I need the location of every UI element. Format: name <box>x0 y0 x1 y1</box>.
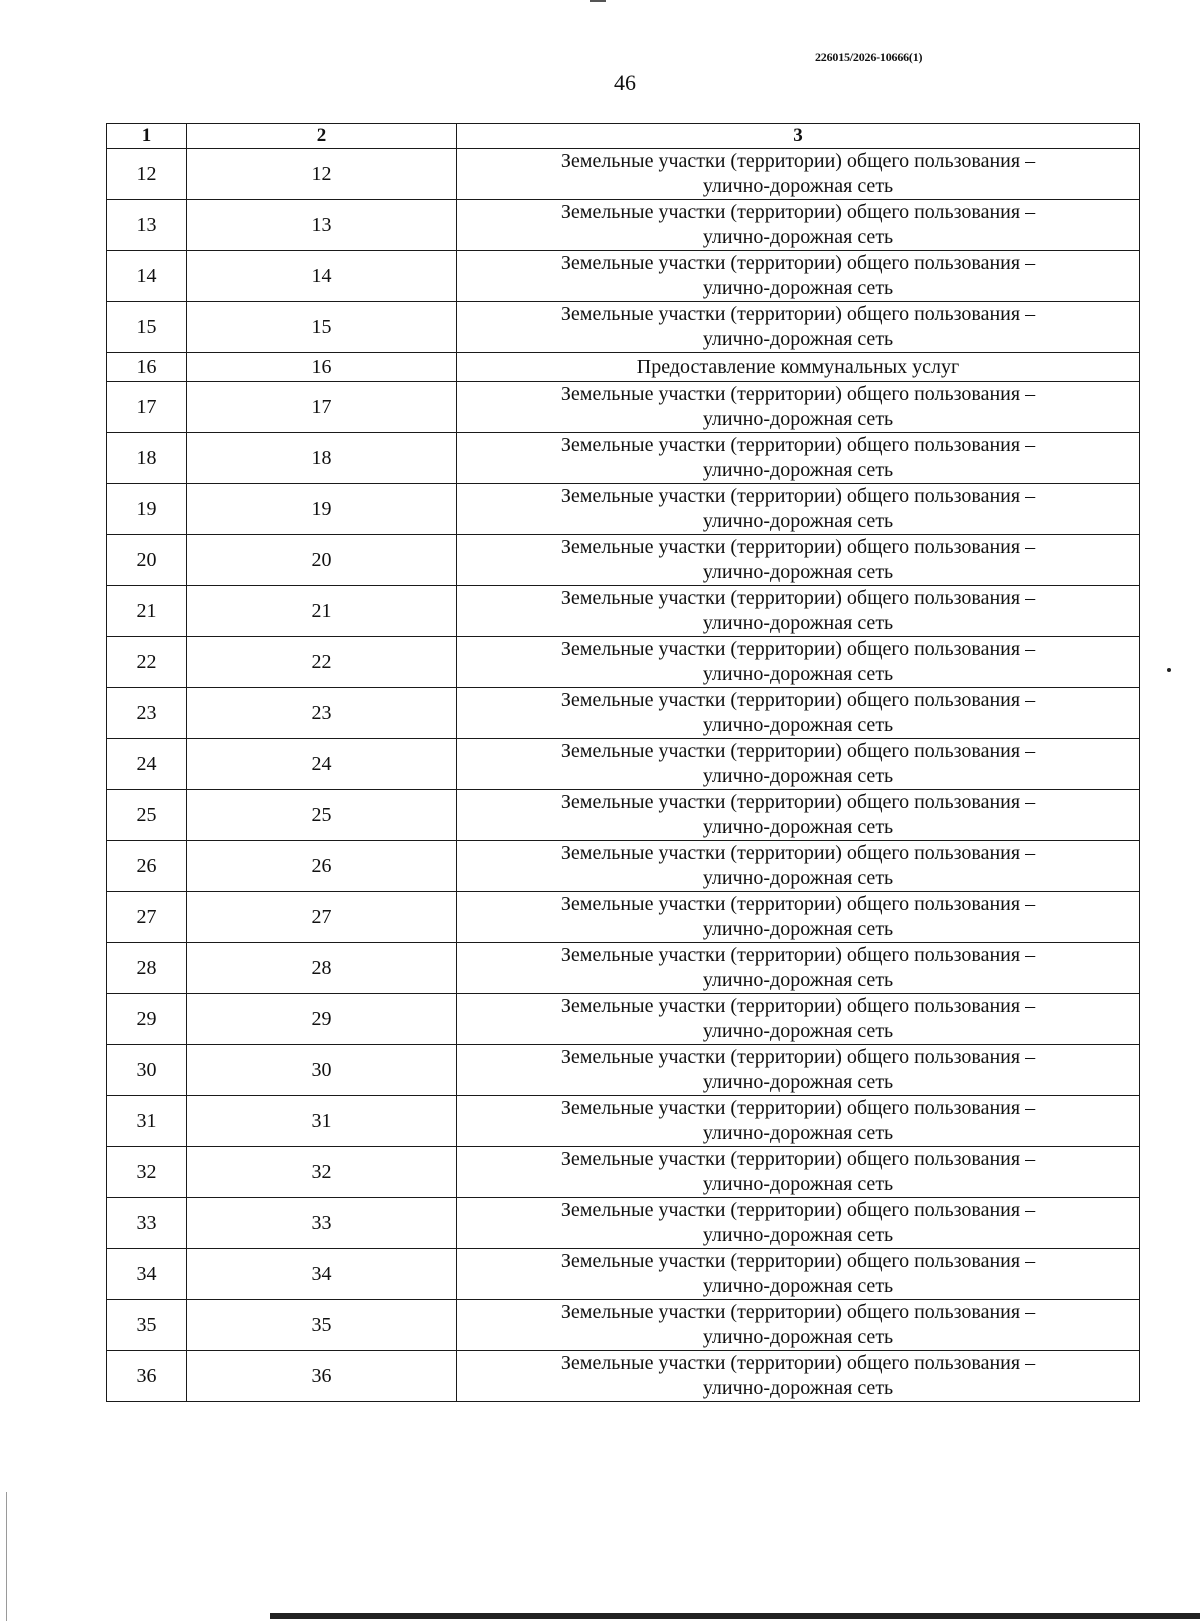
cell-col-2: 22 <box>187 637 457 688</box>
cell-col-1: 29 <box>107 994 187 1045</box>
table-row <box>107 200 1140 251</box>
cell-text-line-2: улично-дорожная сеть <box>702 1122 894 1144</box>
cell-text-line-1: Земельные участки (территории) общего пользования – <box>560 740 1036 762</box>
cell-col-3 <box>457 892 1140 943</box>
cell-text-line-1: Земельные участки (территории) общего пользования – <box>560 1301 1036 1323</box>
table-row <box>107 433 1140 484</box>
cell-text-line-1: Земельные участки (территории) общего пользования – <box>560 252 1036 274</box>
cell-text-line-1: Земельные участки (территории) общего пользования – <box>560 1046 1036 1068</box>
cell-text-line-2: улично-дорожная сеть <box>702 510 894 532</box>
cell-col-2: 12 <box>187 149 457 200</box>
cell-col-3 <box>457 200 1140 251</box>
cell-col-1: 21 <box>107 586 187 637</box>
cell-text-line-1: Земельные участки (территории) общего пользования – <box>560 150 1036 172</box>
cell-col-1: 36 <box>107 1351 187 1402</box>
cell-col-2: 21 <box>187 586 457 637</box>
cell-text-line-2: улично-дорожная сеть <box>702 714 894 736</box>
cell-col-1: 25 <box>107 790 187 841</box>
cell-col-3 <box>457 433 1140 484</box>
cell-col-3 <box>457 586 1140 637</box>
cell-col-3 <box>457 1300 1140 1351</box>
cell-col-2: 34 <box>187 1249 457 1300</box>
table-row <box>107 841 1140 892</box>
cell-text-line-2: улично-дорожная сеть <box>702 408 894 430</box>
cell-col-3 <box>457 994 1140 1045</box>
cell-col-2: 18 <box>187 433 457 484</box>
table-row <box>107 1300 1140 1351</box>
cell-text-line-2: улично-дорожная сеть <box>702 1071 894 1093</box>
cell-col-1: 26 <box>107 841 187 892</box>
cell-col-1: 31 <box>107 1096 187 1147</box>
table-row <box>107 739 1140 790</box>
cell-col-3 <box>457 841 1140 892</box>
table-row <box>107 688 1140 739</box>
table-row <box>107 353 1140 382</box>
cell-text-line-2: улично-дорожная сеть <box>702 277 894 299</box>
cell-text-line-1: Земельные участки (территории) общего пользования – <box>560 995 1036 1017</box>
cell-col-1: 13 <box>107 200 187 251</box>
table-row <box>107 1249 1140 1300</box>
header-row <box>107 124 1140 149</box>
cell-col-3 <box>457 790 1140 841</box>
cell-col-1: 28 <box>107 943 187 994</box>
table-row <box>107 1147 1140 1198</box>
table-row <box>107 382 1140 433</box>
cell-col-1: 15 <box>107 302 187 353</box>
cell-col-3 <box>457 1198 1140 1249</box>
cell-col-3 <box>457 1249 1140 1300</box>
cell-col-2: 31 <box>187 1096 457 1147</box>
cell-text-line-2: улично-дорожная сеть <box>702 1275 894 1297</box>
cell-col-2: 19 <box>187 484 457 535</box>
cell-col-1: 23 <box>107 688 187 739</box>
cell-text-line-1: Земельные участки (территории) общего пользования – <box>560 303 1036 325</box>
cell-col-2: 32 <box>187 1147 457 1198</box>
cell-col-2: 23 <box>187 688 457 739</box>
cell-col-3 <box>457 535 1140 586</box>
cell-col-3 <box>457 149 1140 200</box>
cell-col-1: 20 <box>107 535 187 586</box>
cell-col-1: 12 <box>107 149 187 200</box>
table-row <box>107 1045 1140 1096</box>
cell-col-1: 35 <box>107 1300 187 1351</box>
cell-text-line-2: улично-дорожная сеть <box>702 918 894 940</box>
cell-text-line-1: Земельные участки (территории) общего пользования – <box>560 842 1036 864</box>
cell-text-line-2: улично-дорожная сеть <box>702 459 894 481</box>
table-row <box>107 1198 1140 1249</box>
cell-col-1: 30 <box>107 1045 187 1096</box>
cell-col-1: 27 <box>107 892 187 943</box>
table-row <box>107 149 1140 200</box>
cell-col-2: 36 <box>187 1351 457 1402</box>
cell-col-3 <box>457 302 1140 353</box>
scan-dot-mark <box>1167 668 1171 672</box>
cell-text-line-2: улично-дорожная сеть <box>702 816 894 838</box>
table-row <box>107 790 1140 841</box>
cell-col-3 <box>457 1351 1140 1402</box>
cell-col-2: 27 <box>187 892 457 943</box>
cell-text-line-1: Земельные участки (территории) общего пользования – <box>560 1199 1036 1221</box>
cell-col-2: 28 <box>187 943 457 994</box>
cell-text-line-1: Земельные участки (территории) общего пользования – <box>560 1148 1036 1170</box>
cell-text-line-2: улично-дорожная сеть <box>702 226 894 248</box>
scan-top-mark <box>590 0 606 2</box>
cell-text-line-2: улично-дорожная сеть <box>702 561 894 583</box>
table-row <box>107 637 1140 688</box>
cell-text-line-1: Земельные участки (территории) общего пользования – <box>560 383 1036 405</box>
column-header-1: 1 <box>107 124 187 149</box>
cell-col-3 <box>457 1096 1140 1147</box>
cell-col-1: 24 <box>107 739 187 790</box>
cell-col-3 <box>457 739 1140 790</box>
cell-text-line-1: Земельные участки (территории) общего пользования – <box>560 893 1036 915</box>
cell-col-1: 33 <box>107 1198 187 1249</box>
column-header-3: 3 <box>457 124 1140 149</box>
cell-col-2: 29 <box>187 994 457 1045</box>
cell-text-line-2: улично-дорожная сеть <box>702 969 894 991</box>
cell-text-line-1: Земельные участки (территории) общего пользования – <box>560 791 1036 813</box>
cell-text-line-2: улично-дорожная сеть <box>702 612 894 634</box>
cell-text-line-2: улично-дорожная сеть <box>702 1326 894 1348</box>
cell-col-2: 35 <box>187 1300 457 1351</box>
cell-text-line-1: Земельные участки (территории) общего пользования – <box>560 638 1036 660</box>
cell-text-line-1: Земельные участки (территории) общего пользования – <box>560 1250 1036 1272</box>
cell-col-2: 17 <box>187 382 457 433</box>
cell-text-line-2: улично-дорожная сеть <box>702 1224 894 1246</box>
cell-col-1: 22 <box>107 637 187 688</box>
cell-col-1: 32 <box>107 1147 187 1198</box>
cell-text-line-2: улично-дорожная сеть <box>702 867 894 889</box>
table-row <box>107 535 1140 586</box>
cell-col-1: 34 <box>107 1249 187 1300</box>
table-row <box>107 892 1140 943</box>
scan-left-edge-line <box>6 1492 7 1621</box>
cell-text-line-1: Земельные участки (территории) общего пользования – <box>560 201 1036 223</box>
table-body <box>107 149 1140 1402</box>
table-row <box>107 586 1140 637</box>
cell-col-2: 14 <box>187 251 457 302</box>
cell-col-2: 26 <box>187 841 457 892</box>
table-row <box>107 251 1140 302</box>
cell-text-line-2: улично-дорожная сеть <box>702 175 894 197</box>
cell-col-1: 17 <box>107 382 187 433</box>
cell-col-2: 13 <box>187 200 457 251</box>
cell-text-line-2: улично-дорожная сеть <box>702 663 894 685</box>
cell-text-line-1: Земельные участки (территории) общего пользования – <box>560 536 1036 558</box>
table-row <box>107 302 1140 353</box>
cell-col-3 <box>457 1045 1140 1096</box>
registry-table <box>106 123 1140 1402</box>
cell-col-1: 16 <box>107 353 187 382</box>
scan-bottom-edge-bar <box>270 1613 1200 1619</box>
cell-col-3 <box>457 382 1140 433</box>
cell-text-line-1: Земельные участки (территории) общего пользования – <box>560 1352 1036 1374</box>
cell-text-line-2: улично-дорожная сеть <box>702 765 894 787</box>
cell-col-2: 16 <box>187 353 457 382</box>
cell-text-line-1: Земельные участки (территории) общего пользования – <box>560 485 1036 507</box>
cell-text-line-2: улично-дорожная сеть <box>702 1173 894 1195</box>
cell-col-3 <box>457 637 1140 688</box>
table-row <box>107 1096 1140 1147</box>
cell-col-2: 25 <box>187 790 457 841</box>
cell-text-line-1: Земельные участки (территории) общего пользования – <box>560 587 1036 609</box>
cell-col-1: 14 <box>107 251 187 302</box>
cell-col-1: 18 <box>107 433 187 484</box>
cell-text-line-2: улично-дорожная сеть <box>702 328 894 350</box>
table-header <box>107 124 1140 149</box>
cell-text-line-2: улично-дорожная сеть <box>702 1377 894 1399</box>
cell-col-2: 30 <box>187 1045 457 1096</box>
cell-col-3 <box>457 943 1140 994</box>
cell-col-2: 24 <box>187 739 457 790</box>
page-number: 46 <box>614 70 636 95</box>
table-row <box>107 1351 1140 1402</box>
cell-col-3 <box>457 353 1140 382</box>
cell-text-line-1: Предоставление коммунальных услуг <box>636 355 960 378</box>
table-row <box>107 484 1140 535</box>
cell-col-2: 20 <box>187 535 457 586</box>
document-reference: 226015/2026-10666(1) <box>815 50 923 64</box>
cell-col-2: 15 <box>187 302 457 353</box>
cell-text-line-1: Земельные участки (территории) общего пользования – <box>560 689 1036 711</box>
cell-col-2: 33 <box>187 1198 457 1249</box>
cell-text-line-1: Земельные участки (территории) общего пользования – <box>560 1097 1036 1119</box>
cell-col-3 <box>457 251 1140 302</box>
cell-col-3 <box>457 1147 1140 1198</box>
table-row <box>107 994 1140 1045</box>
table-row <box>107 943 1140 994</box>
cell-col-3 <box>457 484 1140 535</box>
cell-col-1: 19 <box>107 484 187 535</box>
column-header-2: 2 <box>187 124 457 149</box>
cell-text-line-2: улично-дорожная сеть <box>702 1020 894 1042</box>
cell-text-line-1: Земельные участки (территории) общего пользования – <box>560 944 1036 966</box>
cell-col-3 <box>457 688 1140 739</box>
cell-text-line-1: Земельные участки (территории) общего пользования – <box>560 434 1036 456</box>
